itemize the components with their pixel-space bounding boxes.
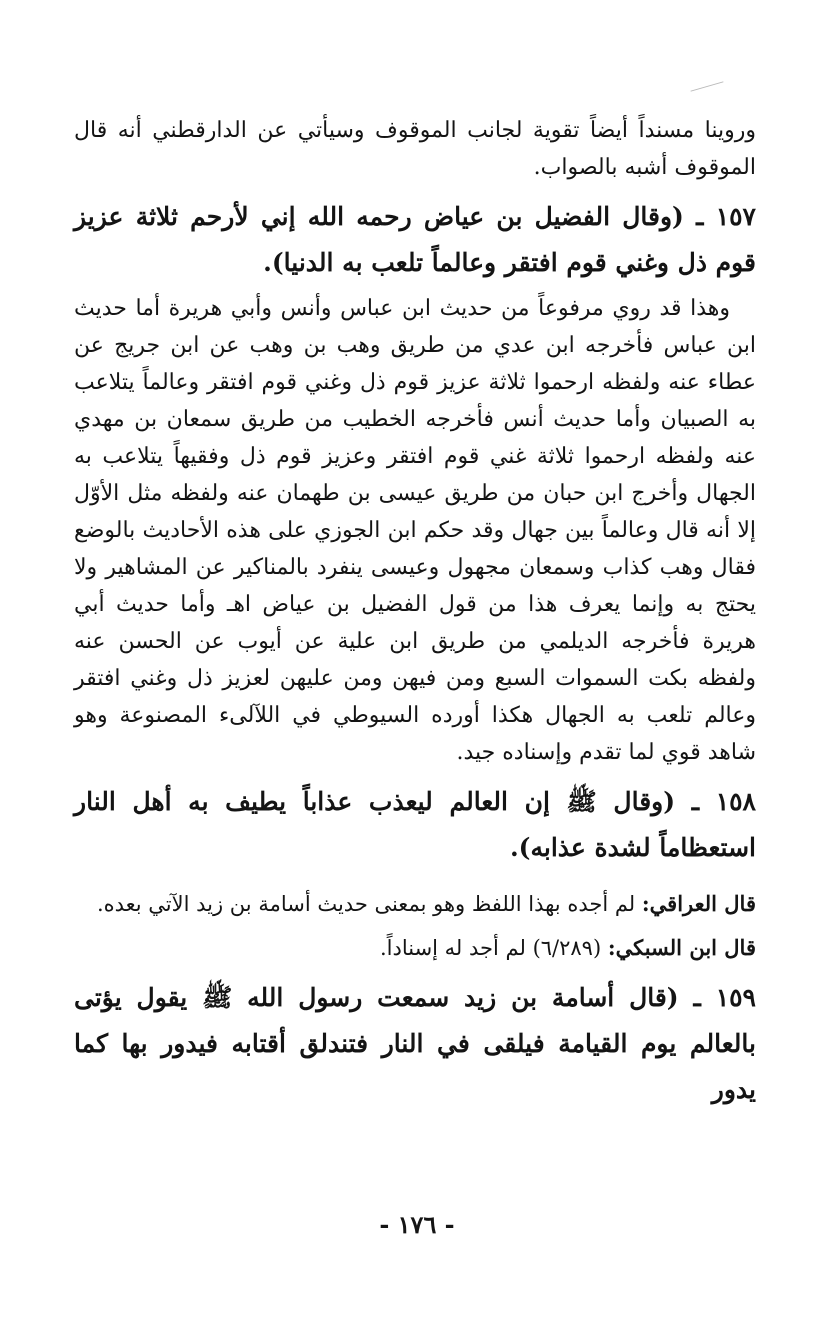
hadith-159 [74, 975, 756, 1113]
iraqi-note [74, 885, 756, 923]
paragraph-intro: وروينا مسنداً أيضاً تقوية لجانب الموقوف وسيأتي عن الدارقطني أنه قال الموقوف أشبه بالصواب. [74, 118, 756, 180]
scan-mark [691, 81, 724, 91]
note-text: (٦/٢٨٩) لم أجد له إسناداً. [379, 936, 602, 960]
note-lead: قال العراقي: [641, 891, 756, 916]
hadith-number: ١٥٧ ـ [696, 202, 756, 231]
subki-note [74, 929, 756, 967]
paragraph-commentary: وهذا قد روي مرفوعاً من حديث ابن عباس وأنس وأبي هريرة أما حديث ابن عباس فأخرجه ابن عدي من طريق وهب بن وهب عن ابن جريج عن عطاء عنه ولفظه ارحموا ثلاثة عزيز قوم ذل وغني قوم افتقر وعالماً يتلاعب به الصبيان وأما حديث أنس فأخرجه الخطيب من طريق سمعان بن مهدي عنه ولفظه ارحموا ثلاثة غني قوم افتقر وعزيز قوم ذل وفقيهاً يتلاعب به الجهال وأخرج ابن حبان من طريق عيسى بن طهمان عنه ولفظه مثل الأوّل إلا أنه قال وعالماً بين جهال وقد حكم ابن الجوزي على هذه الأحاديث بالوضع فقال وهب كذاب وسمعان مجهول وعيسى ينفرد بالمناكير عن المشاهير ولا يحتج به وإنما يعرف هذا من قول الفضيل بن عياض اهـ وأما حديث أبي هريرة فأخرجه الديلمي من طريق ابن علية عن أيوب عن الحسن عنه ولفظه بكت السموات السبع ومن فيهن ومن عليهن لعزيز ذل وغني افتقر وعالم تلعب به الجهال هكذا أورده السيوطي في اللآلىء المصنوعة وهو شاهد قوي لما تقدم وإسناده جيد. [74, 296, 756, 765]
page-number: - ١٧٦ - [379, 1210, 455, 1239]
note-text: لم أجده بهذا اللفظ وهو بمعنى حديث أسامة بن زيد الآتي بعده. [96, 892, 636, 916]
hadith-text: (قال أسامة بن زيد سمعت رسول الله ﷺ يقول يؤتى بالعالم يوم القيامة فيلقى في النار فتندلق أقتابه فيدور بها كما يدور [74, 983, 756, 1104]
page-body [74, 112, 756, 1117]
hadith-158 [74, 779, 756, 871]
hadith-text: (وقال ﷺ إن العالم ليعذب عذاباً يطيف به أهل النار استعظاماً لشدة عذابه). [74, 787, 756, 862]
hadith-number: ١٥٩ ـ [693, 983, 756, 1012]
hadith-number: ١٥٨ ـ [691, 787, 756, 816]
note-lead: قال ابن السبكي: [607, 935, 756, 960]
hadith-157 [74, 194, 756, 286]
hadith-text: (وقال الفضيل بن عياض رحمه الله إني لأرحم ثلاثة عزيز قوم ذل وغني قوم افتقر وعالماً تلعب به الدنيا). [74, 202, 756, 277]
